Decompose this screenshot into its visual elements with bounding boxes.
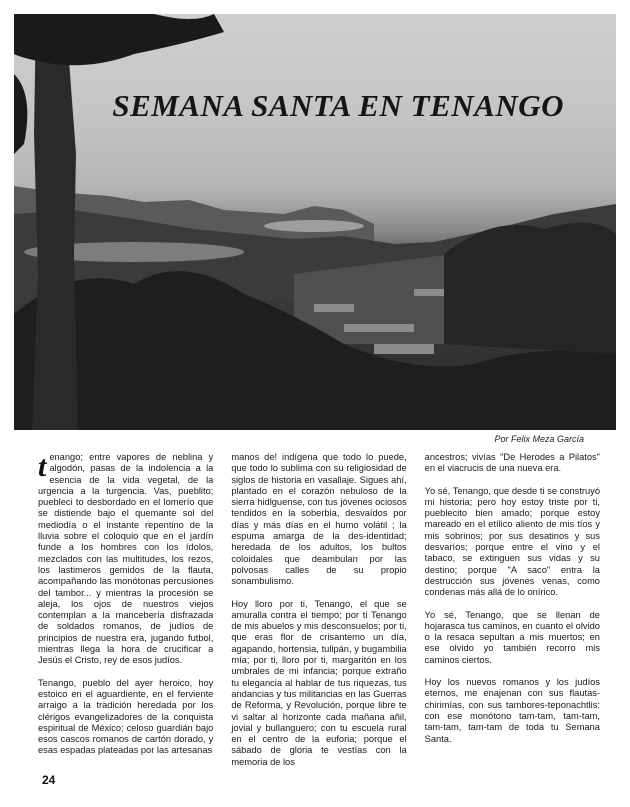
landscape-illustration: [14, 14, 616, 430]
byline: Por Felix Meza García: [494, 434, 584, 444]
column-1: [38, 452, 213, 770]
column-2: [231, 452, 406, 770]
paragraph: Yo sé, Tenango, que se llenan de hojarasca tus caminos, en cuanto el olvido o la resaca sepultan a mis muertos; en ese olvido yo también recorro mis caminos ciertos.: [424, 609, 600, 665]
drop-cap: t: [38, 452, 47, 483]
paragraph: Tenango, pueblo del ayer heroico, hoy estoico en el aguardiente, en el ferviente arraigo a la tradición heredada por los clérigos evangelizadores de la conquista espiritual de México; celoso guardián bajo esos cascos romanos de cartón dorado, y esas espadas plateadas por las artesanas: [38, 677, 214, 756]
column-3: [425, 452, 600, 770]
paragraph: ancestros; vivías "De Herodes a Pilatos" en el viacrucis de una nueva era.: [424, 452, 600, 474]
paragraph: Yo sé, Tenango, que desde ti se construyó mi historia; pero hoy estoy triste por ti, pueblecito bien amado; porque estoy mareado en el etílico aliento de mis tíos y mis sobrinos; por sus desatinos y sus desvaríos; porque entre el vino y el tabaco, se extinguen sus vidas y su destino; porque "A saco" entra la destrucción sus jóvenes venas, como condenas más allá de lo onírico.: [424, 485, 600, 598]
paragraph: [38, 452, 213, 667]
paragraph: Hoy los nuevos romanos y los judíos eternos, me enajenan con sus flautas-chirimías, con sus tambores-teponachtlis: con ese monótono tam-tam, tam-tam, tam-tam, tam-tam de toda tu Semana Santa.: [424, 677, 600, 744]
paragraph: manos de! indígena que todo lo puede, que todo lo sublima con su religiosidad de siglos de historia en vasallaje. Sigues ahí, plantado en el corazón nebuloso de la sierra hidlguense, con tus jóvenes ociosos tendidos en la soberbia, desvaídos por días y más días en el humo volátil ; la espuma amarga de la des-identidad; heredada de los adultos, los bultos coloidales que deambulan por las polvosas calles de su propio sonambulismo.: [231, 452, 407, 587]
paragraph-text: enango; entre vapores de neblina y algodón, pasas de la indolencia a la esencia de la vida vegetal, de la urgencia a la turgencia. Vas, pueblito; puebleci to desbordado en el lomerío que se distiende bajo el quemante sol del mediodía o el instante repentino de la lluvia sobre el coloquio que en el jardín funde a los hombres con los ídolos, mezclados con las multitudes, los rezos, los lastimeros gemidos de la flauta, acompañando las monótonas percusiones del tambor... y mientras la procesión se aleja, los ojos de nuestros viejos contemplan a la mancebería disfrazada de soldados romanos, de judíos de principios de nuestra era, jugando futbol, mientras llega la hora de crucificar a Jesús el Cristo, rey de esos judíos.: [38, 452, 214, 666]
paragraph: Hoy lloro por ti, Tenango, el que se amuralla contra el tiempo; por ti Tenango de mis abuelos y mis desconsuelos; por ti, que eras flor de crisantemo un día, agapando, hortensia, tulipán, y bugambilia mía; por ti, lloro por ti, margaritón en los umbrales de mi infancia; porque extraño tu elegancia al hablar de tus riquezas, tus andancias y tus militancias en las Guerras de Reforma, y Revolución, porque libre te vi saltar al horizonte cada mañana añil, jovial y bullanguero; con tu escuela rural en el centro de la euforia; porque el sábado de gloria te vestías con la memoria de los: [231, 598, 407, 767]
page-number: 24: [42, 773, 56, 787]
article-body: [38, 452, 600, 770]
article-title: SEMANA SANTA EN TENANGO: [112, 88, 564, 123]
hero-photo: [14, 14, 616, 430]
